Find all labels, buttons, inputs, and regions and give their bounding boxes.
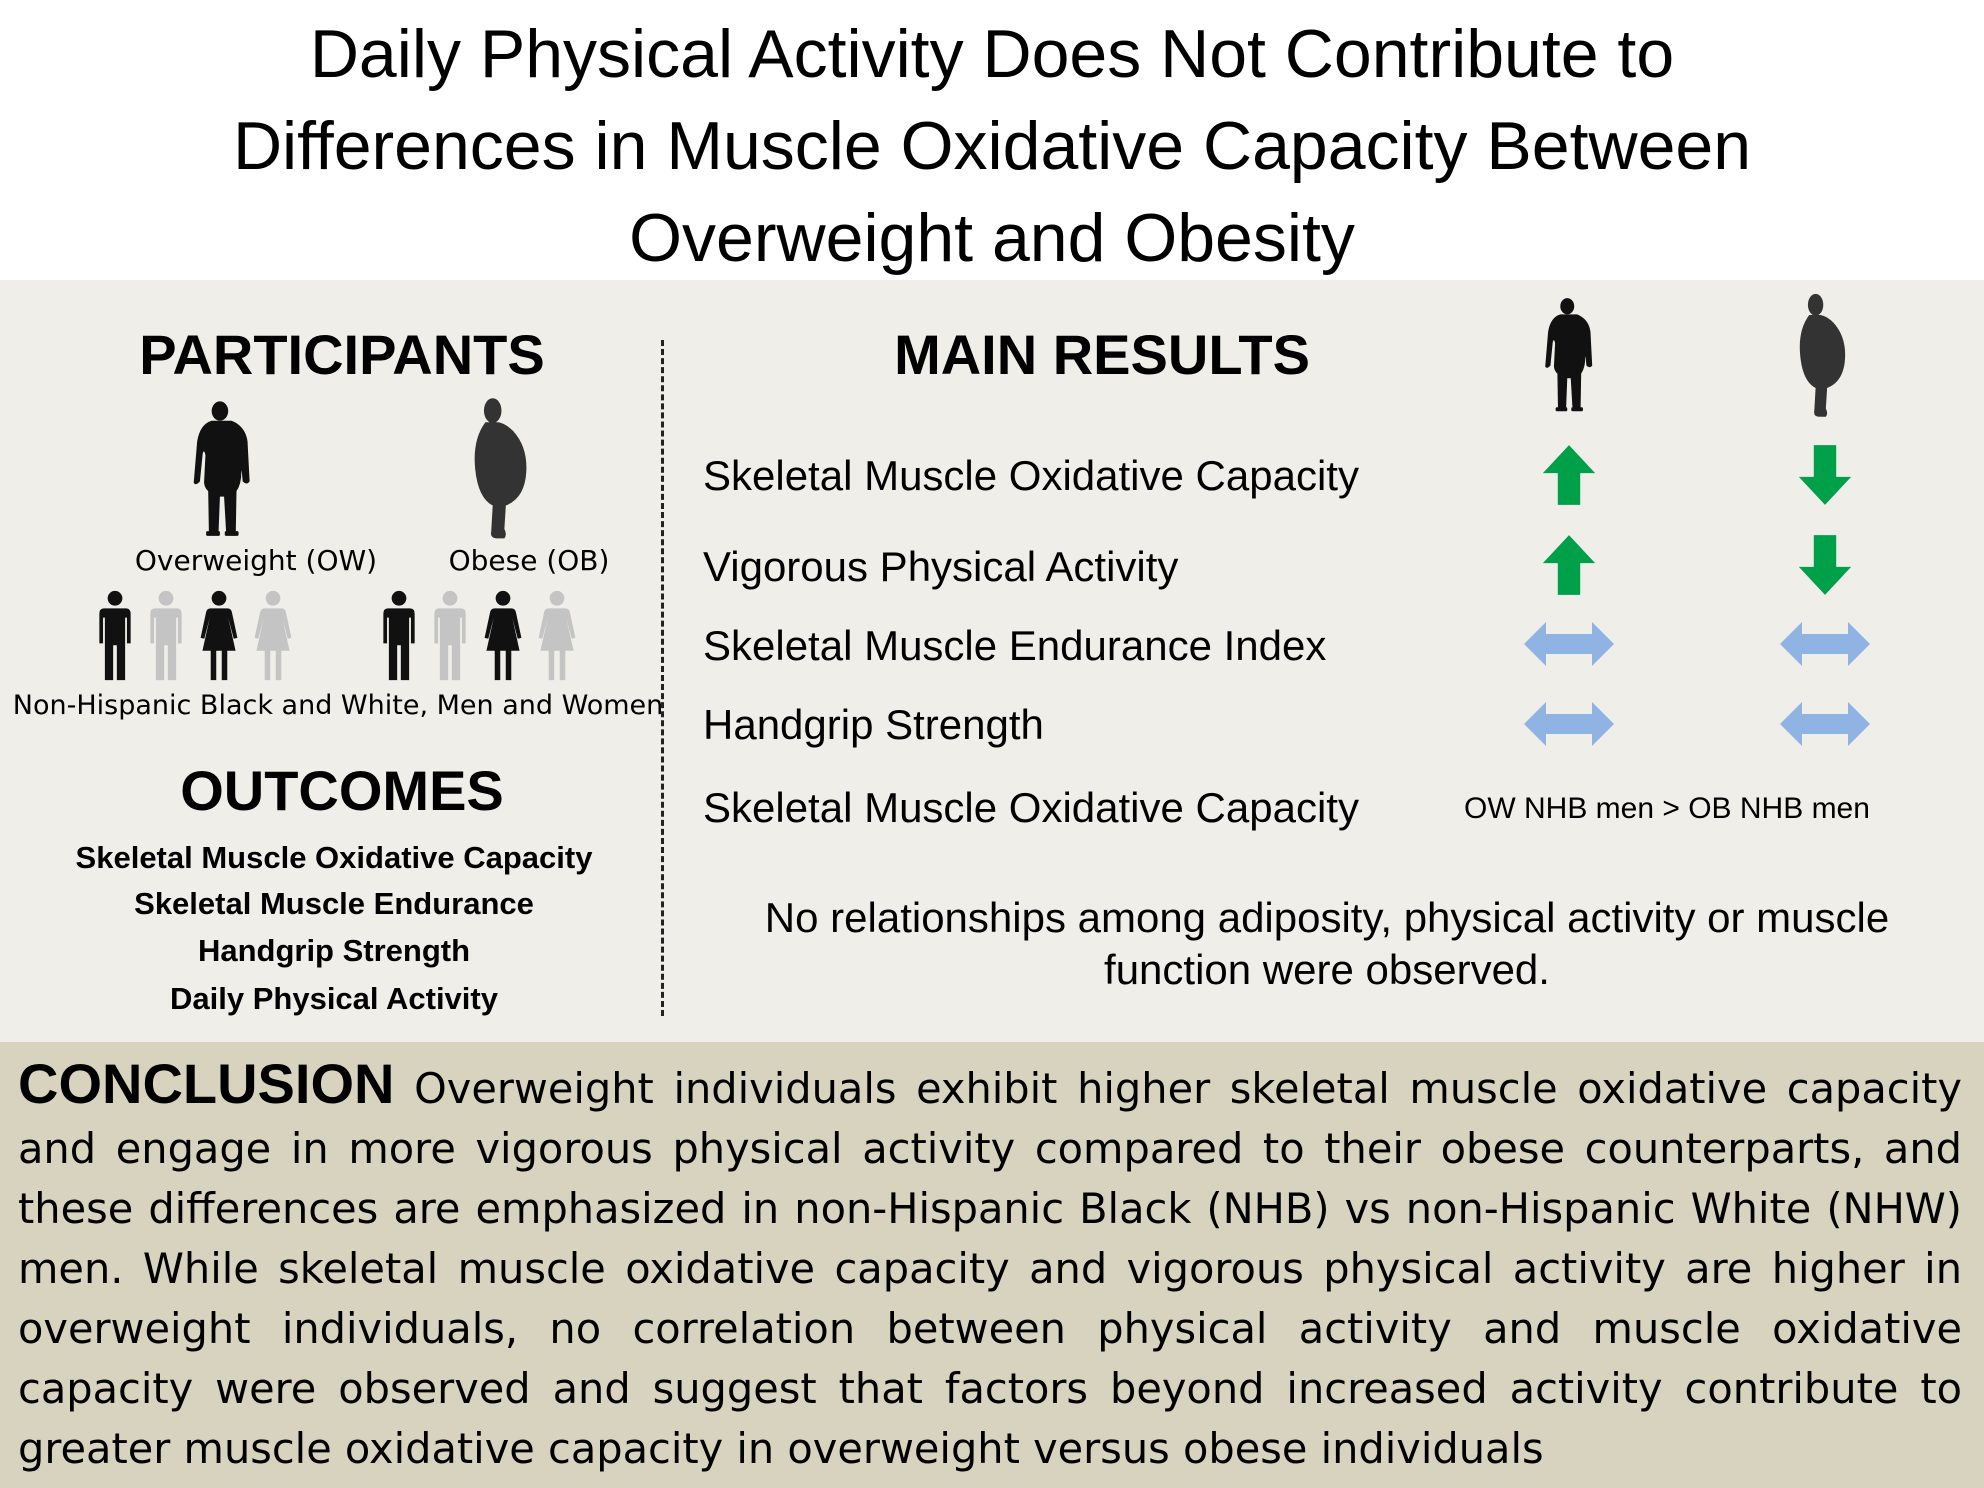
title-line-1: Daily Physical Activity Does Not Contribute to — [309, 16, 1675, 92]
results-note-line-1: No relationships among adiposity, physical activity or muscle — [764, 894, 1890, 941]
comparison-text: OW NHB men > OB NHB men — [1464, 792, 1870, 825]
results-note-line-2: function were observed. — [1104, 946, 1550, 993]
double-arrow-icon — [1780, 700, 1870, 748]
obese-label: Obese (OB) — [448, 544, 610, 577]
man-icon — [431, 590, 469, 682]
arrow-up-icon — [1541, 444, 1597, 506]
conclusion-paragraph — [18, 1054, 1962, 1479]
overweight-person-icon — [182, 400, 262, 538]
obese-person-icon — [460, 396, 540, 542]
result-label: Skeletal Muscle Oxidative Capacity — [703, 452, 1359, 499]
woman-icon — [200, 590, 238, 682]
overweight-person-icon — [1540, 292, 1598, 418]
arrow-down-icon — [1797, 534, 1853, 596]
conclusion-body: Overweight individuals exhibit higher skeletal muscle oxidative capacity and engage in more vigorous physical activity compared to their obese counterparts, and these differences are emphasized in non-Hispanic Black (NHB) vs non-Hispanic White (NHW) men. While skeletal muscle oxidative capacity and vigorous physical activity are higher in overweight individuals, no correlation between physical activity and muscle oxidative capacity were observed and suggest that factors beyond increased activity contribute to greater muscle oxidative capacity in overweight versus obese individuals — [18, 1064, 1962, 1473]
main-results-heading: MAIN RESULTS — [894, 323, 1310, 386]
double-arrow-icon — [1780, 620, 1870, 668]
man-icon — [147, 590, 185, 682]
arrow-up-icon — [1541, 534, 1597, 596]
result-label: Vigorous Physical Activity — [703, 543, 1179, 590]
double-arrow-icon — [1524, 700, 1614, 748]
title-line-3: Overweight and Obesity — [629, 200, 1355, 276]
outcome-item: Handgrip Strength — [197, 933, 471, 968]
man-icon — [380, 590, 418, 682]
outcomes-heading: OUTCOMES — [180, 759, 504, 822]
obese-person-icon — [1790, 292, 1854, 420]
man-icon — [96, 590, 134, 682]
conclusion-heading: CONCLUSION — [18, 1052, 395, 1115]
conclusion-panel — [0, 1042, 1984, 1488]
outcome-item: Skeletal Muscle Endurance — [134, 886, 534, 921]
title-banner — [0, 0, 1984, 280]
title-line-2: Differences in Muscle Oxidative Capacity Between — [232, 108, 1752, 184]
outcome-item: Skeletal Muscle Oxidative Capacity — [75, 840, 593, 875]
woman-icon — [538, 590, 576, 682]
result-label: Skeletal Muscle Endurance Index — [703, 622, 1327, 669]
overweight-label: Overweight (OW) — [134, 544, 378, 577]
woman-icon — [254, 590, 292, 682]
double-arrow-icon — [1524, 620, 1614, 668]
participants-heading: PARTICIPANTS — [139, 323, 545, 386]
result-label: Skeletal Muscle Oxidative Capacity — [703, 784, 1359, 831]
outcome-item: Daily Physical Activity — [170, 981, 498, 1016]
arrow-down-icon — [1797, 444, 1853, 506]
demographics-caption: Non-Hispanic Black and White, Men and Women — [12, 690, 664, 721]
results-note — [690, 892, 1964, 996]
result-label: Handgrip Strength — [703, 701, 1044, 748]
woman-icon — [484, 590, 522, 682]
